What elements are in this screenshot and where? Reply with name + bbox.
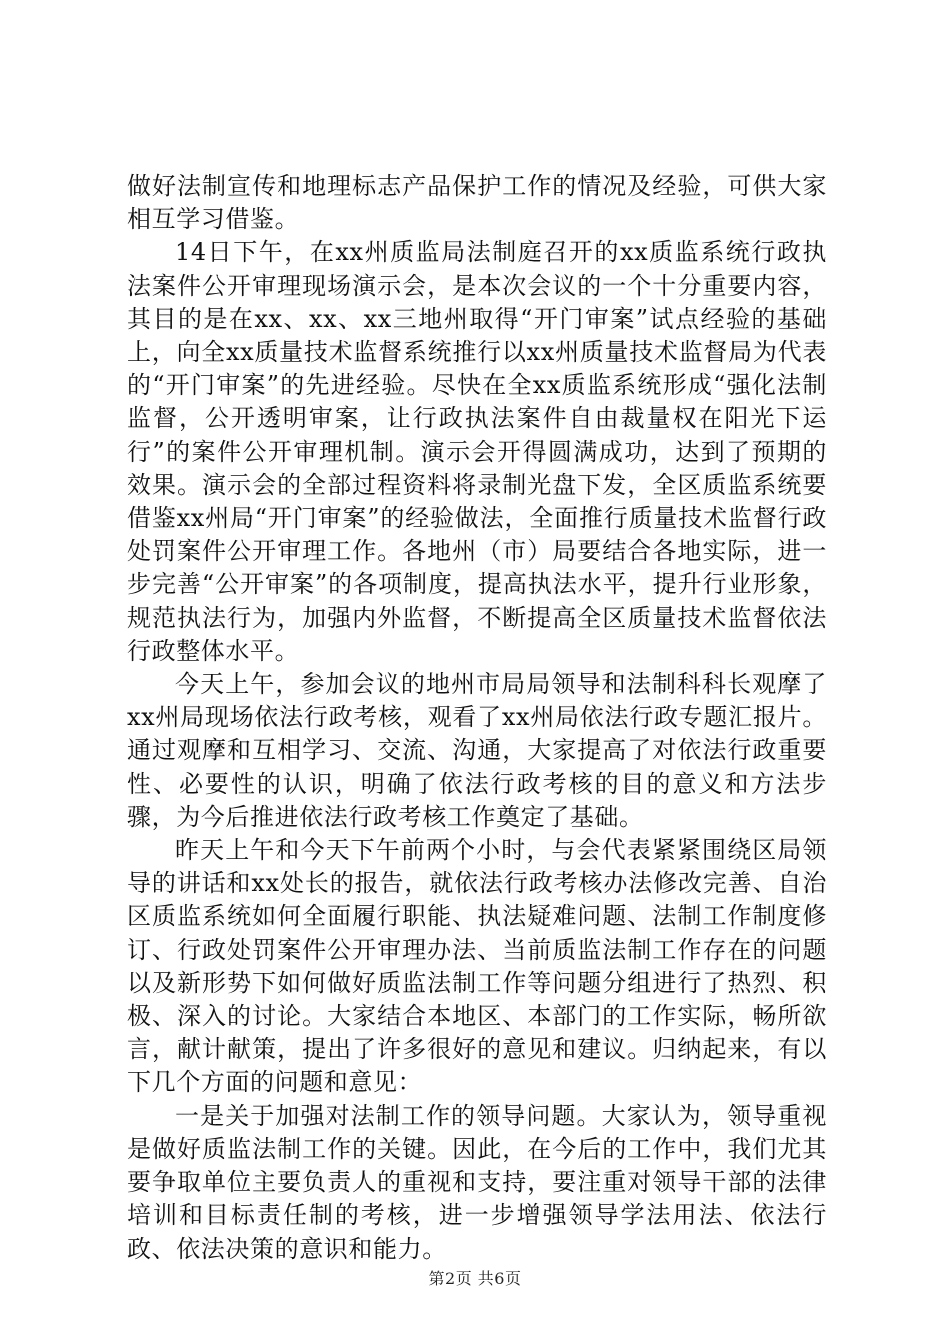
document-body	[127, 170, 827, 1266]
paragraph-continuation: 做好法制宣传和地理标志产品保护工作的情况及经验，可供大家相互学习借鉴。	[127, 172, 827, 234]
paragraph-group-discussion: 昨天上午和今天下午前两个小时，与会代表紧紧围绕区局领导的讲话和xx处长的报告，就依法行政考核办法修改完善、自治区质监系统如何全面履行职能、执法疑难问题、法制工作制度修订、行政处罚案件公开审理办法、当前质监法制工作存在的问题以及新形势下如何做好质监法制工作等问题分组进行了热烈、积极、深入的讨论。大家结合本地区、本部门的工作实际，畅所欲言，献计献策，提出了许多很好的意见和建议。归纳起来，有以下几个方面的问题和意见：	[127, 836, 827, 1097]
paragraph-observation: 今天上午，参加会议的地州市局局领导和法制科科长观摩了xx州局现场依法行政考核，观看了xx州局依法行政专题汇报片。通过观摩和互相学习、交流、沟通，大家提高了对依法行政重要性、必要性的认识，明确了依法行政考核的目的意义和方法步骤，为今后推进依法行政考核工作奠定了基础。	[127, 670, 827, 831]
paragraph-demonstration-meeting: 14日下午，在xx州质监局法制庭召开的xx质监系统行政执法案件公开审理现场演示会，是本次会议的一个十分重要内容，其目的是在xx、xx、xx三地州取得“开门审案”试点经验的基础上，向全xx质量技术监督系统推行以xx州质量技术监督局为代表的“开门审案”的先进经验。尽快在全xx质监系统形成“强化法制监督，公开透明审案，让行政执法案件自由裁量权在阳光下运行”的案件公开审理机制。演示会开得圆满成功，达到了预期的效果。演示会的全部过程资料将录制光盘下发，全区质监系统要借鉴xx州局“开门审案”的经验做法，全面推行质量技术监督行政处罚案件公开审理工作。各地州（市）局要结合各地实际，进一步完善“公开审案”的各项制度，提高执法水平，提升行业形象，规范执法行为，加强内外监督，不断提高全区质量技术监督依法行政整体水平。	[127, 238, 827, 665]
paragraph-leadership-issue: 一是关于加强对法制工作的领导问题。大家认为，领导重视是做好质监法制工作的关键。因此，在今后的工作中，我们尤其要争取单位主要负责人的重视和支持，要注重对领导干部的法律培训和目标责任制的考核，进一步增强领导学法用法、依法行政、依法决策的意识和能力。	[127, 1101, 827, 1263]
page-number-footer: 第2页 共6页	[428, 1269, 522, 1288]
